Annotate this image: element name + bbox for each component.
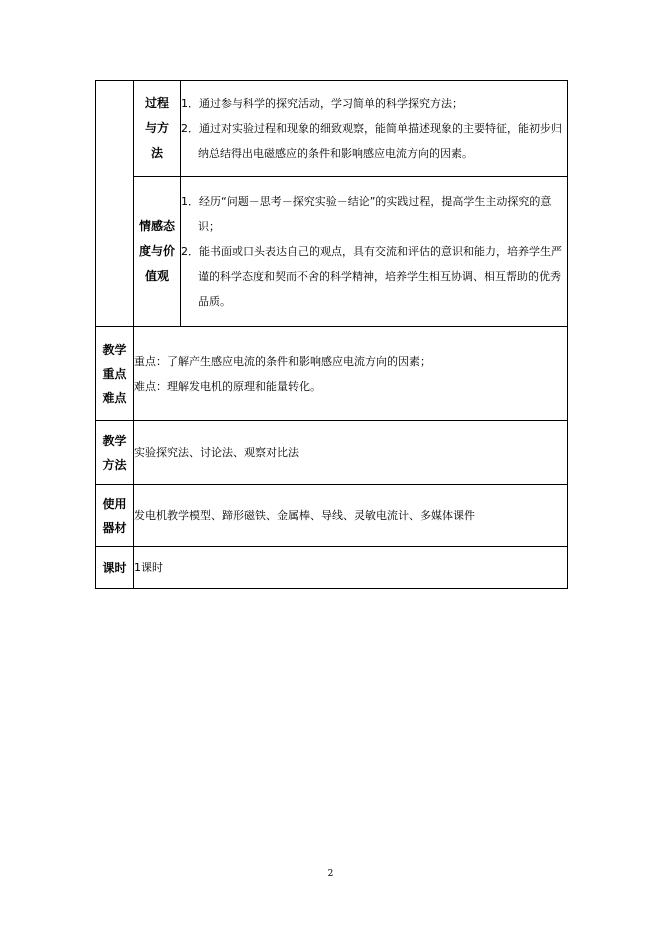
difficult-point-line: 难点：理解发电机的原理和能量转化。 [134,379,321,393]
key-points-label: 教学重点难点 [96,327,134,421]
emotion-item-2: 2．能书面或口头表达自己的观点，具有交流和评估的意识和能力，培养学生严谨的科学态度和契而不舍的科学精神，培养学生相互协调、相互帮助的优秀品质。 [181,245,562,308]
equipment-content: 发电机教学模型、蹄形磁铁、金属棒、导线、灵敏电流计、多媒体课件 [134,485,568,547]
process-method-row [96,81,568,177]
process-item-1: 1．通过参与科学的探究活动，学习简单的科学探究方法； [181,97,463,110]
period-content: 1课时 [134,547,568,589]
process-item-2: 2．通过对实验过程和现象的细致观察，能简单描述现象的主要特征，能初步归纳总结得出电磁感应的条件和影响感应电流方向的因素。 [181,122,562,160]
blank-label-cell [96,81,134,327]
emotion-item-1: 1．经历“问题－思考－探究实验－结论”的实践过程，提高学生主动探究的意识； [181,195,552,233]
key-points-content [134,327,568,421]
process-method-content [181,81,568,177]
equipment-label: 使用器材 [96,485,134,547]
period-label: 课时 [96,547,134,589]
emotion-value-label: 情感态度与价值观 [134,177,181,327]
key-points-row [96,327,568,421]
emotion-value-row [96,177,568,327]
page-number: 2 [327,869,334,879]
lesson-plan-table [95,80,568,589]
methods-content: 实验探究法、讨论法、观察对比法 [134,421,568,485]
process-method-label: 过程与方法 [134,81,181,177]
equipment-row [96,485,568,547]
emotion-value-content [181,177,568,327]
period-row [96,547,568,589]
methods-row [96,421,568,485]
methods-label: 教学方法 [96,421,134,485]
key-point-line: 重点：了解产生感应电流的条件和影响感应电流方向的因素； [134,354,431,368]
